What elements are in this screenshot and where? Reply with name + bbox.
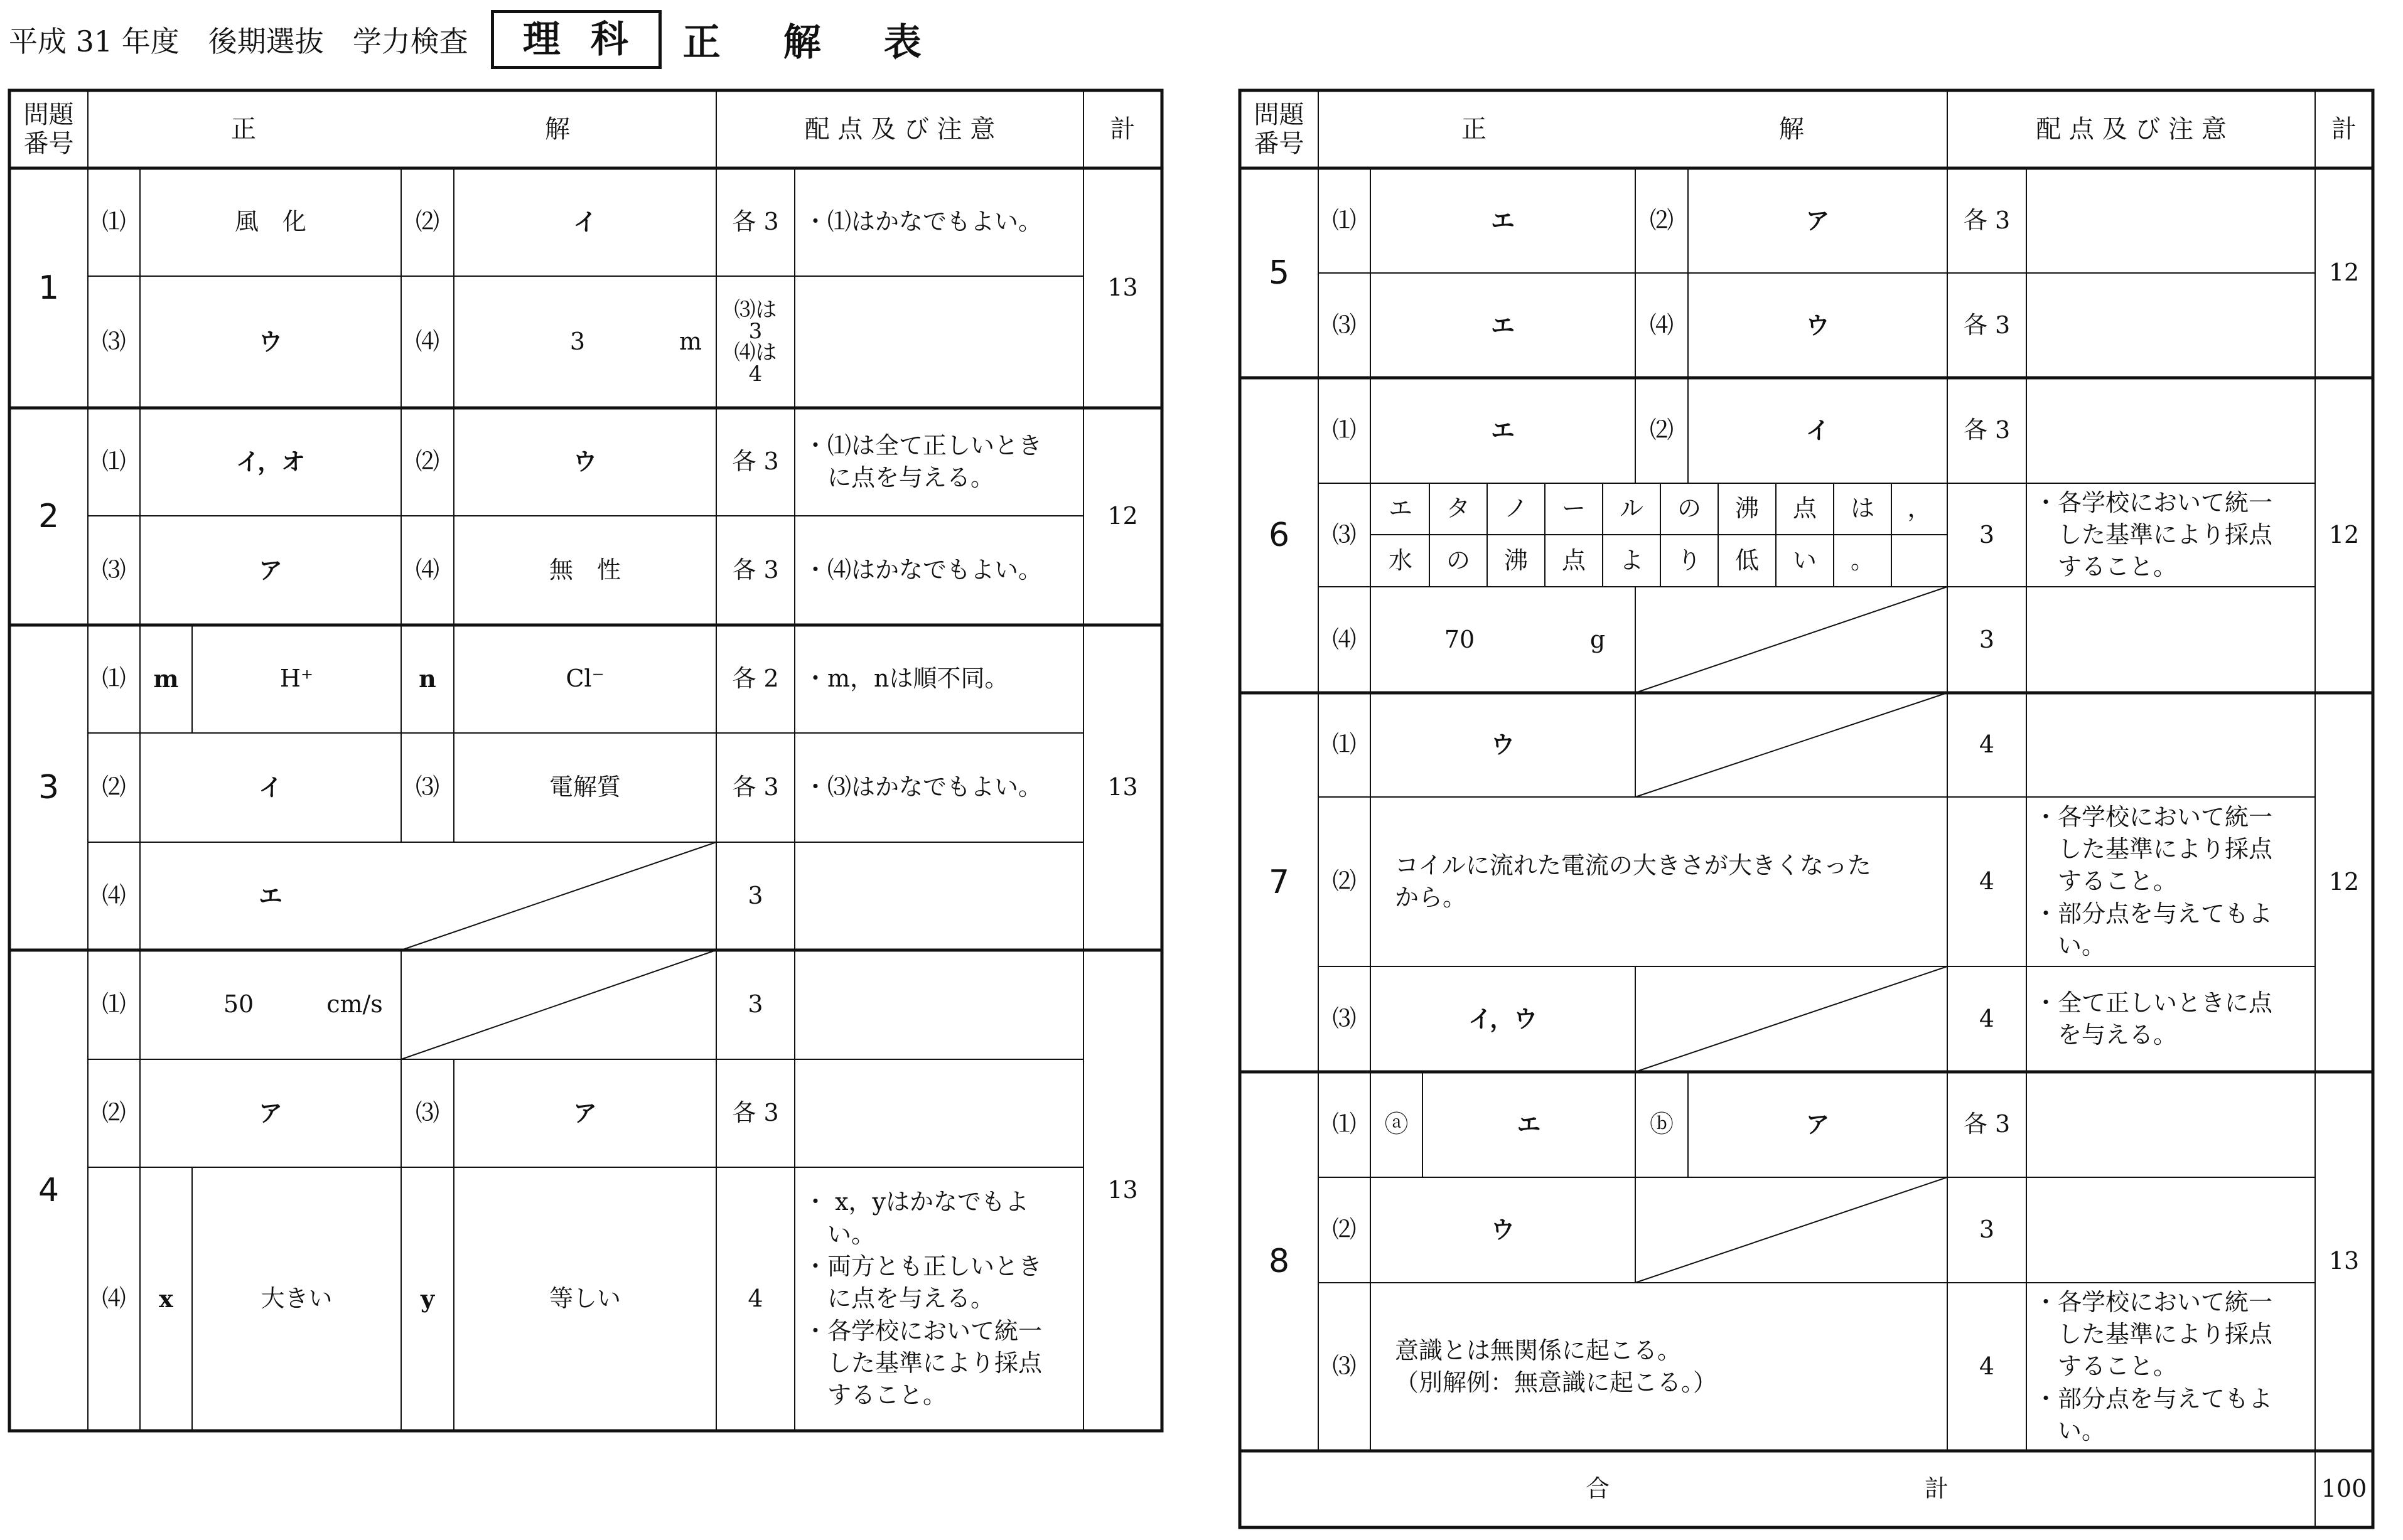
subject-box: 理科 [491,10,662,69]
header-total: 計 [2331,115,2357,144]
label-b: ⓑ [1649,1110,1674,1138]
label-m: m [153,665,179,693]
question-total: 12 [2328,521,2360,549]
sub-number: ⑶ [1332,1005,1357,1033]
points-cell: 4 [748,1285,763,1313]
sub-number: ⑴ [102,665,126,693]
answer-value: 70 [1444,625,1475,653]
grand-total-label-right: 計 [1924,1475,1949,1503]
question-number: 6 [1268,516,1290,554]
label-y: y [420,1285,435,1313]
grid-char: の [1446,546,1470,574]
note-cell: ・各学校において統一 した基準により採点 すること。 ・部分点を与えてもよ い。 [2034,1288,2273,1445]
question-total: 13 [1107,1176,1138,1204]
answer-cell: Cl⁻ [566,665,605,693]
points-cell: 各 3 [732,1099,779,1127]
answer-cell: ウ [1490,730,1515,759]
note-cell: ・⑴はかなでもよい。 [804,208,1043,236]
question-number: 1 [38,269,60,307]
grid-char: 点 [1792,495,1817,523]
answer-cell: コイルに流れた電流の大きさが大きくなった から。 [1395,851,1871,911]
question-total: 13 [2328,1247,2360,1275]
sub-number: ⑵ [1332,867,1357,896]
exam-title: 平成 31 年度 後期選抜 学力検査 [9,24,468,58]
grid-char: い [1792,546,1817,574]
sub-number: ⑶ [415,1099,439,1127]
answer-value: 50 [223,990,254,1019]
points-cell: 4 [1979,867,1995,896]
points-cell: 各 3 [732,208,779,236]
header-number: 問題 番号 [23,100,74,158]
sub-number: ⑴ [1332,1110,1357,1138]
header-points: 配 点 及 び 注 意 [804,115,996,144]
sub-number: ⑴ [102,990,126,1019]
title-char-3: 表 [883,21,922,65]
answer-cell: ウ [1490,1216,1515,1244]
sub-number: ⑵ [415,208,439,236]
answer-unit: g [1589,625,1606,653]
grid-char: ル [1619,495,1643,523]
sub-number: ⑷ [102,882,126,910]
grid-char: エ [1388,495,1412,523]
note-cell: ・ x，yはかなでもよ い。 ・両方とも正しいとき に点を与える。 ・各学校において統一 した基準により採点 すること。 [804,1188,1043,1409]
sub-number: ⑵ [1332,1216,1357,1244]
question-number: 8 [1268,1242,1290,1280]
answer-value: 3 [569,328,586,356]
points-cell: 4 [1979,1005,1995,1033]
sub-number: ⑵ [415,447,439,476]
points-cell: 3 [748,882,763,910]
answer-cell: ア [1805,206,1830,235]
grid-char: 沸 [1503,546,1528,574]
question-total: 12 [2328,868,2360,896]
note-cell: ・⑶はかなでもよい。 [804,773,1043,801]
answer-cell: エ [1490,206,1515,235]
grid-char: ， [1907,495,1932,523]
points-cell: 各 3 [1963,206,2011,234]
grid-char: 沸 [1734,495,1759,523]
answer-cell: イ [258,773,282,802]
note-cell: ・⑷はかなでもよい。 [804,556,1043,584]
header-answer-left: 正 [231,115,256,144]
answer-cell: ア [573,1099,597,1128]
answer-cell: 等しい [549,1285,621,1313]
sub-number: ⑴ [1332,730,1357,759]
sub-number: ⑷ [102,1285,126,1313]
question-number: 4 [38,1171,60,1209]
points-cell: 各 3 [1963,311,2011,339]
sub-number: ⑶ [102,328,126,356]
right-answer-table [1230,0,2403,1540]
points-cell: ⑶は 3 ⑷は 4 [734,297,777,387]
points-cell: 3 [1979,1216,1995,1244]
answer-cell: エ [1517,1110,1541,1139]
header-total: 計 [1110,115,1136,144]
sub-number: ⑶ [102,556,126,584]
grid-char: 点 [1561,546,1586,574]
sub-number: ⑷ [415,328,439,356]
answer-cell: ア [258,1099,282,1128]
sub-number: ⑷ [415,556,439,584]
answer-cell: エ [1490,416,1515,445]
label-a: ⓐ [1384,1110,1409,1138]
grid-char: り [1677,546,1701,574]
sub-number: ⑵ [1649,206,1674,234]
sub-number: ⑷ [1332,625,1357,653]
answer-cell: H⁺ [279,665,314,693]
answer-cell: ウ [573,447,597,476]
sub-number: ⑴ [1332,416,1357,444]
answer-cell: ア [258,556,282,585]
sub-number: ⑵ [102,1099,126,1127]
answer-cell: ウ [1805,311,1830,340]
points-cell: 3 [1979,625,1995,653]
note-cell: ・全て正しいときに点 を与える。 [2034,988,2273,1049]
note-cell: ・m，nは順不同。 [804,665,1009,693]
points-cell: 各 2 [732,665,779,693]
question-total: 13 [1107,773,1138,801]
header-answer-left: 正 [1461,115,1486,144]
answer-cell: イ，ウ [1468,1005,1538,1034]
header-answer-right: 解 [545,115,570,144]
points-cell: 4 [1979,1352,1995,1381]
header-number: 問題 番号 [1254,100,1304,158]
points-cell: 4 [1979,730,1995,759]
note-cell: ・⑴は全て正しいとき に点を与える。 [804,431,1043,491]
grand-total-value: 100 [2321,1475,2367,1503]
header-points: 配 点 及 び 注 意 [2036,115,2227,144]
points-cell: 3 [1979,520,1995,548]
answer-cell: イ [1805,416,1830,445]
answer-unit: m [679,328,702,356]
answer-unit: cm/s [326,990,383,1019]
question-total: 12 [2328,259,2360,287]
points-cell: 各 3 [1963,1110,2011,1138]
sub-number: ⑵ [102,773,126,801]
points-cell: 各 3 [732,556,779,584]
note-cell: ・各学校において統一 した基準により採点 すること。 [2034,488,2273,581]
answer-cell: 電解質 [549,773,621,801]
points-cell: 各 3 [732,773,779,801]
answer-cell: イ，オ [235,447,306,476]
sub-number: ⑶ [1332,1352,1357,1381]
question-number: 7 [1268,863,1290,901]
grand-total-label-left: 合 [1585,1475,1610,1503]
sub-number: ⑵ [1649,416,1674,444]
points-cell: 各 3 [1963,416,2011,444]
sub-number: ⑴ [102,208,126,236]
answer-cell: イ [573,208,597,237]
grid-char: ノ [1503,495,1528,523]
sub-number: ⑶ [1332,311,1357,339]
note-cell: ・各学校において統一 した基準により採点 すること。 ・部分点を与えてもよ い。 [2034,803,2273,960]
grid-char: 低 [1734,546,1759,574]
label-n: n [419,665,436,693]
answer-cell: ウ [258,328,282,356]
title-char-1: 正 [682,21,721,65]
answer-cell: エ [258,882,282,911]
grid-char: ー [1561,495,1586,523]
grid-char: よ [1619,546,1643,574]
grid-char: の [1677,495,1701,523]
question-total: 12 [1107,502,1138,530]
answer-cell: ア [1805,1110,1830,1139]
points-cell: 各 3 [732,447,779,476]
sub-number: ⑷ [1649,311,1674,339]
answer-cell: 風 化 [234,208,306,236]
sub-number: ⑴ [102,447,126,476]
question-total: 13 [1107,274,1138,302]
left-answer-table [0,0,1193,1540]
question-number: 5 [1268,254,1290,292]
grid-char: は [1850,495,1874,523]
answer-cell: 無 性 [549,556,621,584]
answer-cell: 意識とは無関係に起こる。 （別解例：無意識に起こる。） [1395,1336,1718,1396]
sub-number: ⑴ [1332,206,1357,234]
grid-char: タ [1446,495,1470,523]
answer-cell: エ [1490,311,1515,340]
question-number: 3 [38,768,60,806]
header-answer-right: 解 [1779,115,1804,144]
title-char-2: 解 [783,21,821,65]
points-cell: 3 [748,990,763,1019]
answer-cell: 大きい [261,1285,333,1313]
question-number: 2 [38,497,60,535]
sub-number: ⑶ [415,773,439,801]
grid-char: 水 [1388,546,1412,574]
grid-char: 。 [1850,546,1874,574]
label-x: x [159,1285,173,1313]
sub-number: ⑶ [1332,520,1357,548]
